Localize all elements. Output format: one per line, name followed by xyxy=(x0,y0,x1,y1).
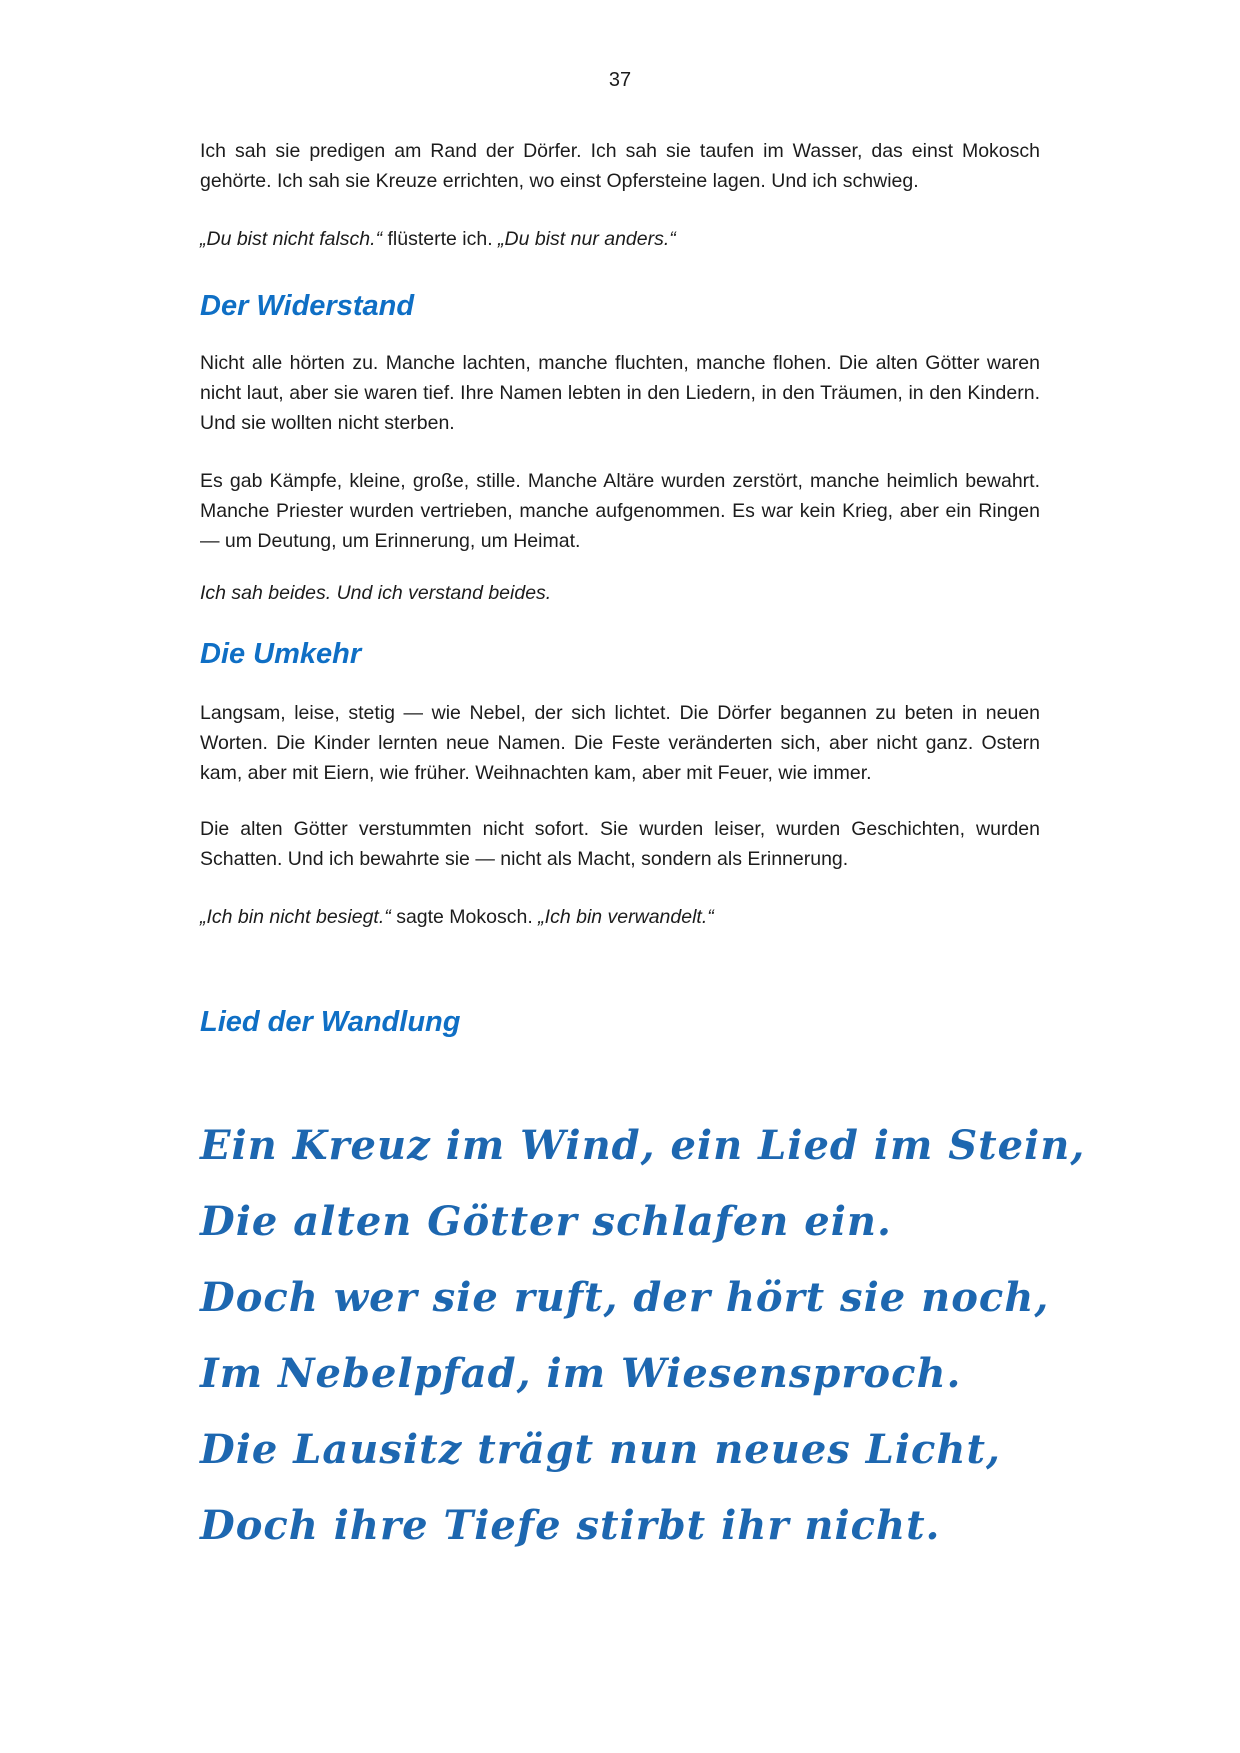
poem-line: Im Nebelpfad, im Wiesensproch. xyxy=(200,1350,962,1397)
quote-line-umkehr xyxy=(200,902,1040,932)
quote-italic-part: „Ich bin verwandelt.“ xyxy=(538,906,714,928)
page-content xyxy=(200,136,1086,1554)
poem xyxy=(200,1118,1086,1554)
poem-title: Lied der Wandlung xyxy=(200,1006,461,1038)
quote-italic-part: „Ich bin nicht besiegt.“ xyxy=(200,906,397,928)
paragraph-umkehr-1: Langsam, leise, stetig — wie Nebel, der sich lichtet. Die Dörfer begannen zu beten in neuen Worten. Die Kinder lernten neue Namen. Die Feste veränderten sich, aber nicht ganz. Ostern kam, aber mit Eiern, wie früher. Weihnachten kam, aber mit Feuer, wie immer. xyxy=(200,702,1040,784)
poem-line: Ein Kreuz im Wind, ein Lied im Stein, xyxy=(200,1122,1086,1169)
paragraph-widerstand-2: Es gab Kämpfe, kleine, große, stille. Manche Altäre wurden zerstört, manche heimlich bewahrt. Manche Priester wurden vertrieben, manche aufgenommen. Es war kein Krieg, aber ein Ringen — um Deutung, um Erinnerung, um Heimat. xyxy=(200,470,1040,552)
section-heading-umkehr: Die Umkehr xyxy=(200,638,362,670)
poem-line: Die Lausitz trägt nun neues Licht, xyxy=(200,1426,1001,1473)
poem-line: Doch ihre Tiefe stirbt ihr nicht. xyxy=(200,1502,941,1549)
quote-upright-part: sagte Mokosch. xyxy=(396,906,539,928)
poem-line: Doch wer sie ruft, der hört sie noch, xyxy=(200,1274,1050,1321)
poem-line: Die alten Götter schlafen ein. xyxy=(200,1198,892,1245)
quote-line-widerstand: Ich sah beides. Und ich verstand beides. xyxy=(200,582,552,604)
paragraph-umkehr-2: Die alten Götter verstummten nicht sofort. Sie wurden leiser, wurden Geschichten, wurden Schatten. Und ich bewahrte sie — nicht als Macht, sondern als Erinnerung. xyxy=(200,818,1040,870)
quote-line-intro xyxy=(200,224,1040,254)
page-number: 37 xyxy=(608,69,632,91)
paragraph-widerstand-1: Nicht alle hörten zu. Manche lachten, manche fluchten, manche flohen. Die alten Götter waren nicht laut, aber sie waren tief. Ihre Namen lebten in den Liedern, in den Träumen, in den Kindern. Und sie wollten nicht sterben. xyxy=(200,352,1040,434)
quote-upright-part: flüsterte ich. xyxy=(387,228,499,250)
quote-italic-part: „Du bist nur anders.“ xyxy=(498,228,676,250)
paragraph-intro: Ich sah sie predigen am Rand der Dörfer. Ich sah sie taufen im Wasser, das einst Mokosch gehörte. Ich sah sie Kreuze errichten, wo einst Opfersteine lagen. Und ich schwieg. xyxy=(200,140,1040,192)
quote-italic-part: „Du bist nicht falsch.“ xyxy=(200,228,388,250)
section-heading-widerstand: Der Widerstand xyxy=(200,290,415,322)
